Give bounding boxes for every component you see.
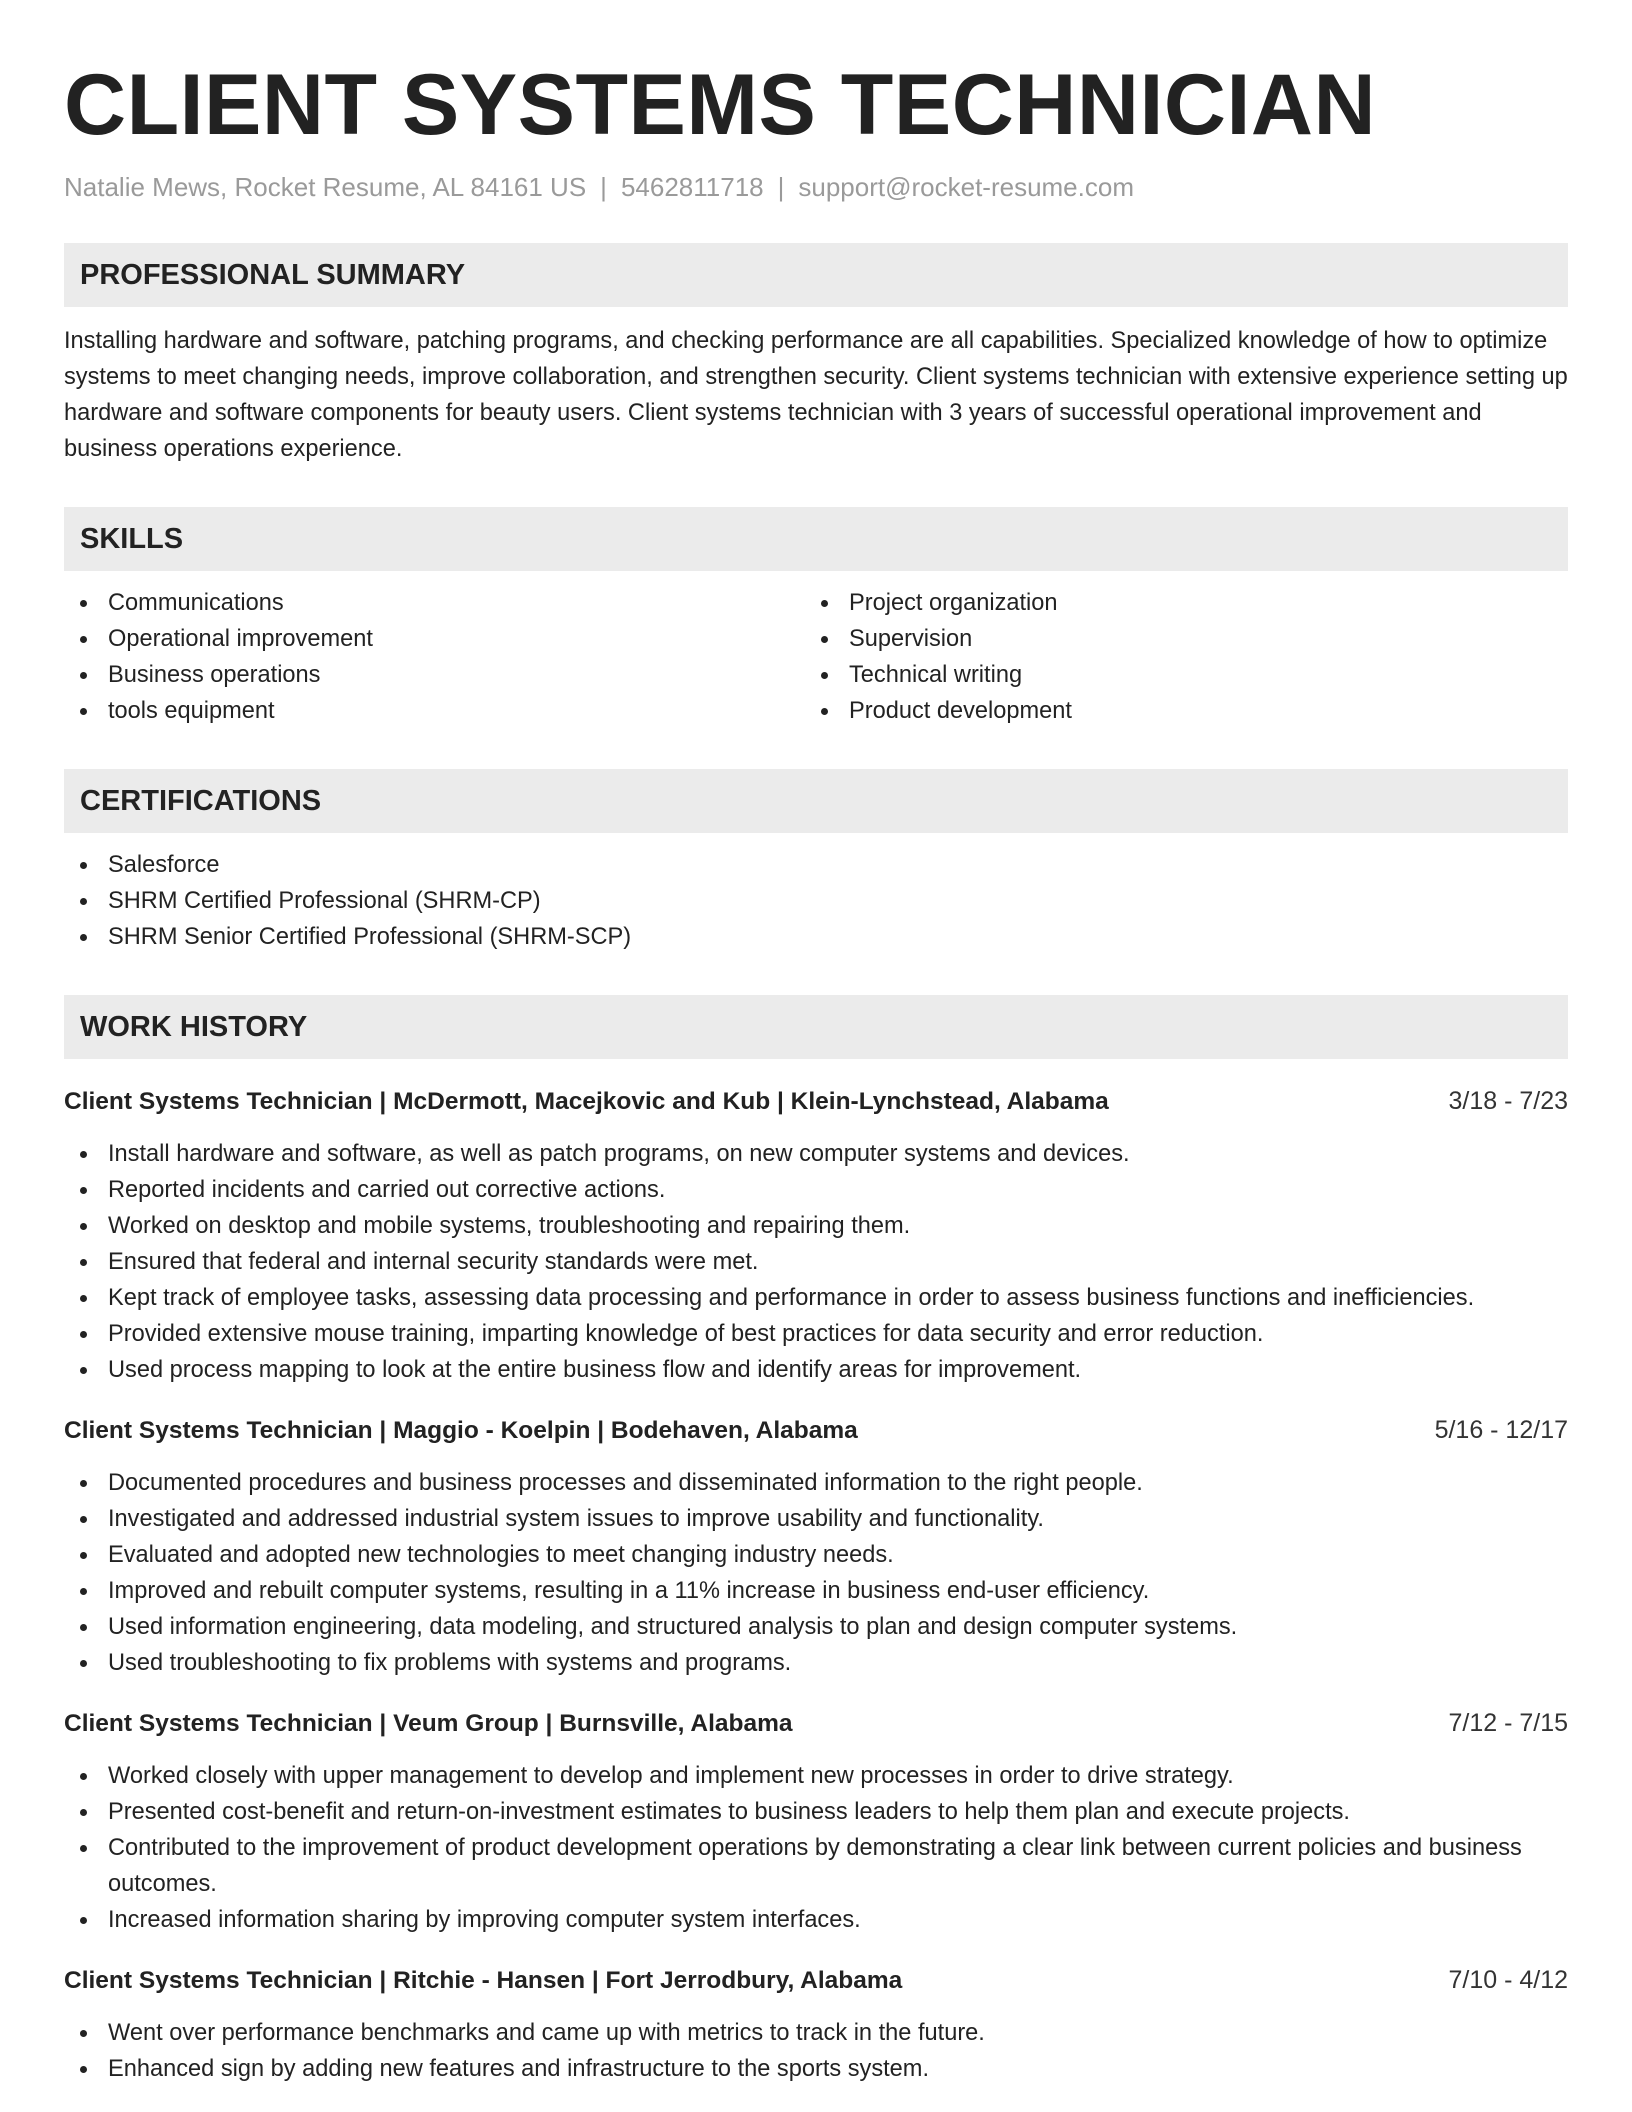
job-entry [64,1083,1568,1388]
certification-item: SHRM Senior Certified Professional (SHRM-SCP) [64,919,1568,955]
skill-item: Communications [64,585,805,621]
job-bullet: Used process mapping to look at the entire business flow and identify areas for improvement. [64,1352,1568,1388]
job-title: Client Systems Technician | Maggio - Koelpin | Bodehaven, Alabama [64,1417,858,1445]
section-header-skills: SKILLS [64,507,1568,571]
job-header [64,1412,1568,1449]
job-title: Client Systems Technician | McDermott, Macejkovic and Kub | Klein-Lynchstead, Alabama [64,1088,1109,1116]
job-entry [64,1705,1568,1938]
contact-address: Natalie Mews, Rocket Resume, AL 84161 US [64,172,587,202]
section-header-work-history: WORK HISTORY [64,995,1568,1059]
job-bullet: Improved and rebuilt computer systems, resulting in a 11% increase in business end-user efficiency. [64,1573,1568,1609]
job-bullet: Increased information sharing by improving computer system interfaces. [64,1902,1568,1938]
skills-list-left [64,585,805,729]
section-header-professional-summary: PROFESSIONAL SUMMARY [64,243,1568,307]
job-bullet: Worked on desktop and mobile systems, troubleshooting and repairing them. [64,1208,1568,1244]
contact-phone: 5462811718 [620,172,764,202]
skill-item: Operational improvement [64,621,805,657]
job-bullet: Documented procedures and business processes and disseminated information to the right people. [64,1465,1568,1501]
certifications-list [64,847,1568,955]
job-bullet: Used troubleshooting to fix problems with systems and programs. [64,1645,1568,1681]
job-header [64,1962,1568,1999]
job-bullet: Contributed to the improvement of product development operations by demonstrating a clear link between current policies and business outcomes. [64,1830,1568,1902]
job-header [64,1083,1568,1120]
job-bullet: Enhanced sign by adding new features and infrastructure to the sports system. [64,2051,1568,2087]
page-title: CLIENT SYSTEMS TECHNICIAN [64,57,1377,153]
skill-item: Project organization [805,585,1546,621]
job-bullet: Provided extensive mouse training, imparting knowledge of best practices for data security and error reduction. [64,1316,1568,1352]
job-dates: 3/18 - 7/23 [1448,1087,1568,1116]
contact-separator: | [600,172,607,202]
job-dates: 7/12 - 7/15 [1448,1709,1568,1738]
job-entry [64,1412,1568,1681]
job-bullets [64,1465,1568,1681]
skill-item: Supervision [805,621,1546,657]
job-bullets [64,1758,1568,1938]
job-bullet: Went over performance benchmarks and came up with metrics to track in the future. [64,2015,1568,2051]
job-bullet: Worked closely with upper management to develop and implement new processes in order to drive strategy. [64,1758,1568,1794]
contact-separator: | [777,172,785,202]
job-bullet: Ensured that federal and internal security standards were met. [64,1244,1568,1280]
skill-item: Business operations [64,657,805,693]
job-title: Client Systems Technician | Veum Group | Burnsville, Alabama [64,1710,793,1738]
job-bullet: Presented cost-benefit and return-on-investment estimates to business leaders to help them plan and execute projects. [64,1794,1568,1830]
contact-line [64,172,1568,203]
job-bullet: Install hardware and software, as well as patch programs, on new computer systems and devices. [64,1136,1568,1172]
skill-item: Technical writing [805,657,1546,693]
job-bullet: Used information engineering, data modeling, and structured analysis to plan and design computer systems. [64,1609,1568,1645]
job-bullets [64,2015,1568,2087]
certification-item: Salesforce [64,847,1568,883]
certification-item: SHRM Certified Professional (SHRM-CP) [64,883,1568,919]
skills-list-right [805,585,1546,729]
contact-email: support@rocket-resume.com [798,172,1134,202]
skill-item: Product development [805,693,1546,729]
job-bullet: Reported incidents and carried out corrective actions. [64,1172,1568,1208]
job-dates: 5/16 - 12/17 [1434,1416,1568,1445]
job-bullet: Evaluated and adopted new technologies to meet changing industry needs. [64,1537,1568,1573]
job-title: Client Systems Technician | Ritchie - Hansen | Fort Jerrodbury, Alabama [64,1967,903,1995]
section-header-certifications: CERTIFICATIONS [64,769,1568,833]
summary-text: Installing hardware and software, patching programs, and checking performance are all capabilities. Specialized knowledge of how to optimize systems to meet changing needs, improve collaboration, and strengthen security. Client systems technician with extensive experience setting up hardware and software components for beauty users. Client systems technician with 3 years of successful operational improvement and business operations experience. [64,328,1568,463]
job-header [64,1705,1568,1742]
job-bullet: Kept track of employee tasks, assessing data processing and performance in order to assess business functions and inefficiencies. [64,1280,1568,1316]
skills-grid [64,585,1568,729]
job-entry [64,1962,1568,2087]
job-bullets [64,1136,1568,1388]
skill-item: tools equipment [64,693,805,729]
job-dates: 7/10 - 4/12 [1448,1966,1568,1995]
job-bullet: Investigated and addressed industrial system issues to improve usability and functionality. [64,1501,1568,1537]
